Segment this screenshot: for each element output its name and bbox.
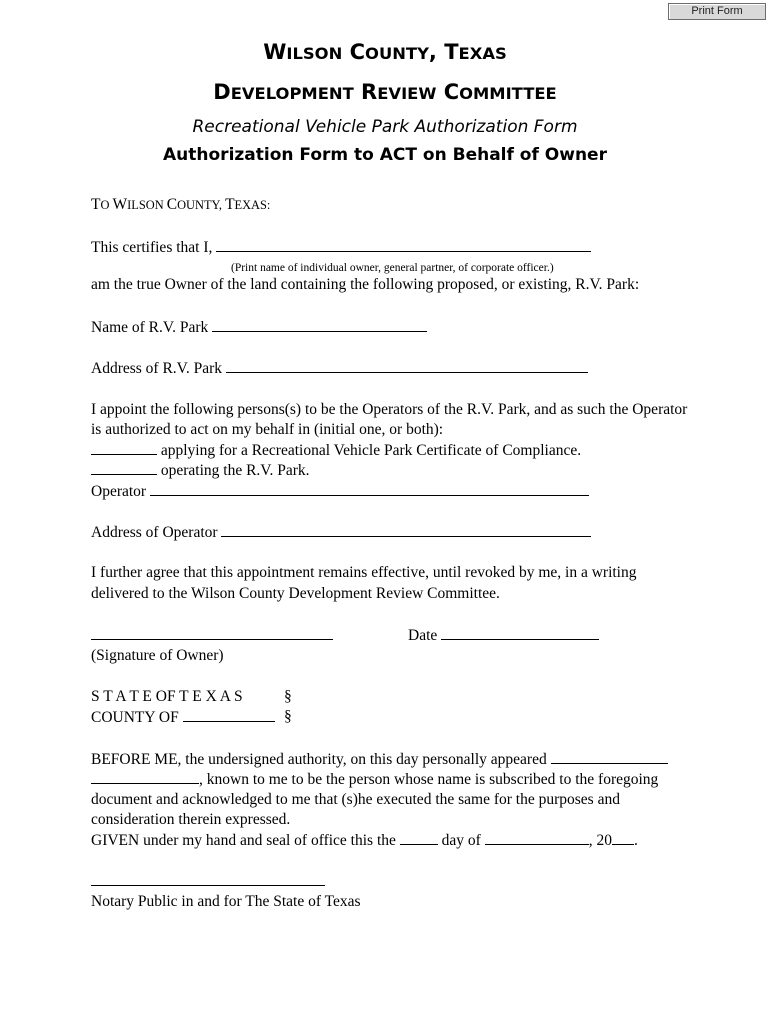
month-field[interactable] [485,831,589,845]
owner-signature-field[interactable] [91,626,333,640]
park-address-field[interactable] [226,359,588,373]
known-to-me-line: , known to me to be the person whose name is subscribed to the foregoing [91,770,658,789]
document-ack-text: document and acknowledged to me that (s)he executed the same for the purposes and [91,791,620,808]
appeared-name-field[interactable] [551,750,668,764]
print-name-note: (Print name of individual owner, general partner, of corporate officer.) [231,262,554,274]
form-name-heading: Recreational Vehicle Park Authorization Form [192,117,578,137]
consideration-text: consideration therein expressed. [91,811,291,828]
true-owner-text: am the true Owner of the land containing the following proposed, or existing, R.V. Park: [91,276,640,293]
owner-signature-field-line [91,626,333,645]
operating-initial-field[interactable] [91,461,157,475]
operator-field[interactable] [150,482,589,496]
notary-label: Notary Public in and for The State of Texas [91,893,361,910]
year-field[interactable] [612,831,634,845]
notary-signature-field[interactable] [91,872,325,886]
operator-address-field[interactable] [221,523,591,537]
park-name-field[interactable] [212,318,427,332]
applying-initial-field[interactable] [91,441,157,455]
section-symbol-1: § [284,688,292,705]
further-text-2: delivered to the Wilson County Development Review Committee. [91,585,500,602]
operator-line: Operator [91,482,589,501]
section-symbol-2: § [284,708,292,725]
state-of-texas-label: S T A T E OF T E X A S [91,688,243,705]
salutation: TO WILSON COUNTY, TEXAS: [91,196,271,213]
notary-signature-field-line [91,872,325,891]
appeared-name-field-2[interactable] [91,770,199,784]
date-line: Date [408,626,599,645]
park-name-line: Name of R.V. Park [91,318,427,337]
print-form-button[interactable]: Print Form [668,3,766,20]
further-text-1: I further agree that this appointment remains effective, until revoked by me, in a writing [91,564,637,581]
signature-of-owner-label: (Signature of Owner) [91,647,224,664]
applying-line: applying for a Recreational Vehicle Park Certificate of Compliance. [91,441,581,460]
certifies-line: This certifies that I, [91,238,591,257]
form-title-heading: Authorization Form to ACT on Behalf of Owner [163,145,607,165]
county-of-line: COUNTY OF [91,708,275,727]
park-address-line: Address of R.V. Park [91,359,588,378]
appoint-text-1: I appoint the following persons(s) to be the Operators of the R.V. Park, and as such the Operator [91,401,688,418]
appoint-text-2: is authorized to act on my behalf in (initial one, or both): [91,421,444,438]
before-me-line: BEFORE ME, the undersigned authority, on this day personally appeared [91,750,668,769]
given-line: GIVEN under my hand and seal of office this the day of , 20 . [91,832,638,849]
county-heading: WILSON COUNTY, TEXAS [263,40,507,64]
date-field[interactable] [441,626,599,640]
operator-address-line: Address of Operator [91,523,591,542]
committee-heading: DEVELOPMENT REVIEW COMMITTEE [213,80,557,104]
operating-line: operating the R.V. Park. [91,461,310,480]
day-field[interactable] [400,831,438,845]
county-of-field[interactable] [183,708,275,722]
owner-name-field[interactable] [216,238,591,252]
